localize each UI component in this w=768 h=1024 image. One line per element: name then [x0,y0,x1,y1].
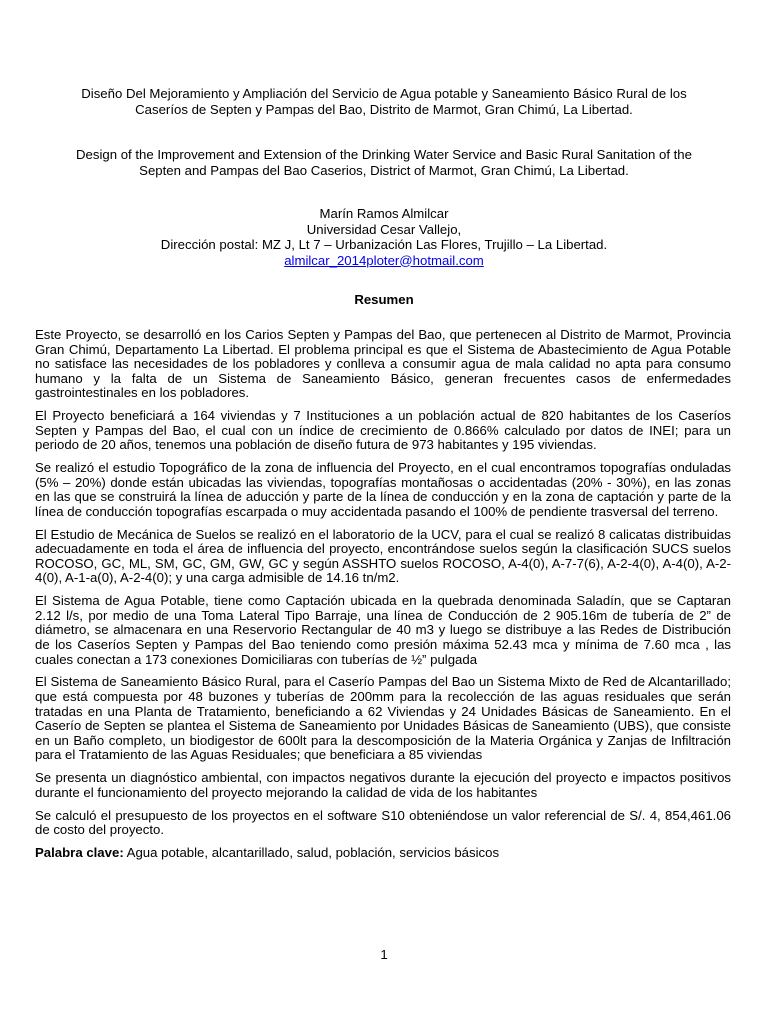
abstract-body [35,328,731,869]
title-english-line-2: Septen and Pampas del Bao Caserios, District of Marmot, Gran Chimú, La Libertad. [139,163,629,178]
keywords-text: Agua potable, alcantarillado, salud, población, servicios básicos [126,844,500,860]
abstract-paragraph: El Proyecto beneficiará a 164 viviendas y 7 Instituciones a un población actual de 820 habitantes de los Caseríos Septen y Pampas del Bao, el cual con un índice de crecimiento de 0.866% calculado por datos de INEI; para un periodo de 20 años, tenemos una población de diseño futura de 973 habitantes y 195 viviendas. [35,408,731,453]
author-name: Marín Ramos Almilcar [319,206,449,221]
author-block [36,206,732,268]
abstract-paragraph: El Sistema de Saneamiento Básico Rural, para el Caserío Pampas del Bao un Sistema Mixto de Red de Alcantarillado; que está compuesta por 48 buzones y tuberías de 200mm para la recolección de las aguas residuales que serán tratadas en una Planta de Tratamiento, beneficiando a 62 Viviendas y 24 Unidades Básicas de Saneamiento. En el Caserío de Septen se plantea el Sistema de Saneamiento por Unidades Básicas de Saneamiento (UBS), que consiste en un Baño completo, un biodigestor de 600lt para la descomposición de la Materia Orgánica y Zanjas de Infiltración para el Tratamiento de las Aguas Residuales; que beneficiara a 85 viviendas [35,674,731,763]
title-spanish-line-2: Caseríos de Septen y Pampas del Bao, Distrito de Marmot, Gran Chimú, La Libertad. [135,102,633,117]
abstract-paragraph: Este Proyecto, se desarrolló en los Carios Septen y Pampas del Bao, que pertenecen al Distrito de Marmot, Provincia Gran Chimú, Departamento La Libertad. El problema principal es que el Sistema de Abastecimiento de Agua Potable no satisface las necesidades de los pobladores y conlleva a consumir agua de mala calidad no apta para consumo humano y la falta de un Sistema de Saneamiento Básico, generan frecuentes casos de enfermedades gastrointestinales en los pobladores. [35,327,731,401]
page-number: 1 [380,947,388,962]
abstract-paragraph: El Estudio de Mecánica de Suelos se realizó en el laboratorio de la UCV, para el cual se realizó 8 calicatas distribuidas adecuadamente en toda el área de influencia del proyecto, encontrándose suelos según la clasificación SUCS suelos ROCOSO, GC, ML, SM, GC, GM, GW, GC y según ASSHTO suelos ROCOSO, A-4(0), A-7-7(6), A-2-4(0), A-4(0), A-2-4(0), A-1-a(0), A-2-4(0); y una carga admisible de 14.16 tn/m2. [35,526,731,586]
keywords-label: Palabra clave: [35,844,124,860]
abstract-paragraph: Se calculó el presupuesto de los proyectos en el software S10 obteniéndose un valor referencial de S/. 4, 854,461.06 de costo del proyecto. [35,807,731,838]
abstract-heading: Resumen [354,292,414,307]
keywords-line [35,846,731,861]
title-spanish [36,86,732,118]
title-english-line-1: Design of the Improvement and Extension of the Drinking Water Service and Basic Rural Sanitation of the [76,147,692,162]
abstract-paragraph: Se presenta un diagnóstico ambiental, con impactos negativos durante la ejecución del proyecto e impactos positivos durante el funcionamiento del proyecto mejorando la calidad de vida de los habitantes [35,770,731,800]
abstract-paragraph: Se realizó el estudio Topográfico de la zona de influencia del Proyecto, en el cual encontramos topografías onduladas (5% – 20%) donde están ubicadas las viviendas, topografías montañosas o accidentadas (20% - 30%), en las zonas en las que se construirá la línea de aducción y parte de la línea de conducción y en la zona de captación y parte de la línea de conducción topografías escarpada o muy accidentada pasando el 100% de pendiente trasversal del terreno. [35,460,731,519]
author-address: Dirección postal: MZ J, Lt 7 – Urbanización Las Flores, Trujillo – La Libertad. [160,237,608,252]
abstract-paragraph: El Sistema de Agua Potable, tiene como Captación ubicada en la quebrada denominada Saladín, que se Captaran 2.12 l/s, por medio de una Toma Lateral Tipo Barraje, una línea de Conducción de 2 905.16m de tubería de 2” de diámetro, se almacenara en una Reservorio Rectangular de 40 m3 y luego se distribuye a las Redes de Distribución de los Caseríos Septen y Pampas del Bao teniendo como presión máxima 52.43 mca y mínima de 7.60 mca , las cuales conectan a 173 conexiones Domiciliaras con tuberías de ½” pulgada [35,593,731,667]
author-email-link[interactable]: almilcar_2014ploter@hotmail.com [284,252,484,268]
title-english [36,147,732,179]
author-university: Universidad Cesar Vallejo, [306,221,462,237]
title-spanish-line-1: Diseño Del Mejoramiento y Ampliación del Servicio de Agua potable y Saneamiento Básico Rural de los [81,86,687,101]
